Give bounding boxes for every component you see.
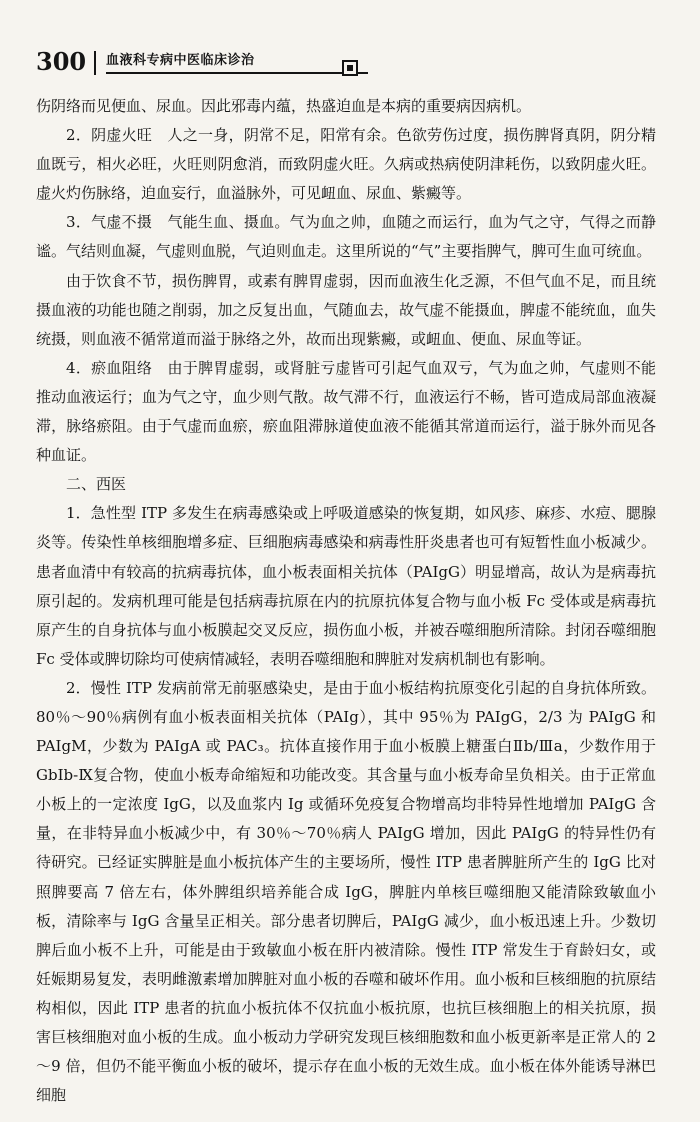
paragraph-4	[36, 267, 656, 354]
header-underline	[106, 72, 368, 74]
section-heading: 3．气虚不摄	[66, 213, 153, 232]
paragraph-2	[36, 121, 656, 208]
header-ornament-icon	[342, 60, 358, 76]
paragraph-5	[36, 354, 656, 470]
section-title-text: 二、西医	[66, 475, 127, 494]
paragraph-text: 1．急性型 ITP 多发生在病毒感染或上呼吸道感染的恢复期，如风疹、麻疹、水痘、腮腺炎等。传染性单核细胞增多症、巨细胞病毒感染和病毒性肝炎患者也可有短暂性血小板减少。患者血清中有较高的抗病毒抗体，血小板表面相关抗体（PAIgG）明显增高，故认为是病毒抗原引起的。发病机理可能是包括病毒抗原在内的抗原抗体复合物与血小板 Fc 受体或是病毒抗原产生的自身抗体与血小板膜起交叉反应，损伤血小板，并被吞噬细胞所清除。封闭吞噬细胞 Fc 受体或脾切除均可使病情减轻，表明吞噬细胞和脾脏对发病机制也有影响。	[36, 504, 656, 668]
paragraph-3	[36, 208, 656, 266]
paragraph-text: 2．慢性 ITP 发病前常无前驱感染史，是由于血小板结构抗原变化引起的自身抗体所致。80％～90％病例有血小板表面相关抗体（PAIg），其中 95％为 PAIgG，2/3 为 PAIgG 和 PAIgM，少数为 PAIgA 或 PAC₃。抗体直接作用于血小板膜上糖蛋白Ⅱb/Ⅲa，少数作用于 GbIb-Ⅸ复合物，使血小板寿命缩短和功能改变。其含量与血小板寿命呈负相关。由于正常血小板上的一定浓度 IgG，以及血浆内 Ig 或循环免疫复合物增高均非特异性地增加 PAIgG 含量，在非特异血小板减少中，有 30％～70％病人 PAIgG 增加，因此 PAIgG 的特异性仍有待研究。已经证实脾脏是血小板抗体产生的主要场所，慢性 ITP 患者脾脏所产生的 IgG 比对照脾要高 7 倍左右，体外脾组织培养能合成 IgG，脾脏内单核巨噬细胞又能清除致敏血小板，清除率与 IgG 含量呈正相关。部分患者切脾后，PAIgG 减少，血小板迅速上升。少数切脾后血小板不上升，可能是由于致敏血小板在肝内被清除。慢性 ITP 常发生于育龄妇女，或妊娠期易复发，表明雌激素增加脾脏对血小板的吞噬和破坏作用。血小板和巨核细胞的抗原结构相似，因此 ITP 患者的抗血小板抗体不仅抗血小板抗原，也抗巨核细胞上的相关抗原，损害巨核细胞对血小板的生成。血小板动力学研究发现巨核细胞数和血小板更新率是正常人的 2～9 倍，但仍不能平衡血小板的破坏，提示存在血小板的无效生成。血小板在体外能诱导淋巴细胞	[36, 678, 656, 1105]
body-text	[36, 92, 656, 1110]
paragraph-text: 气能生血、摄血。气为血之帅，血随之而运行，血为气之守，气得之而静谧。气结则血凝，气虚则血脱，气迫则血走。这里所说的“气”主要指脾气，脾可生血可统血。	[36, 213, 656, 261]
page-number: 300	[36, 47, 87, 76]
paragraph-acute-itp	[36, 499, 656, 674]
book-title: 血液科专病中医临床诊治	[106, 53, 255, 68]
header-divider	[94, 51, 96, 75]
section-heading: 4．瘀血阻络	[66, 358, 153, 377]
section-title-western-medicine	[36, 470, 656, 499]
paragraph-text: 人之一身，阴常不足，阳常有余。色欲劳伤过度，损伤脾肾真阴，阴分精血既亏，相火必旺，火旺则阴愈消，而致阴虚火旺。久病或热病使阴津耗伤，以致阴虚火旺。虚火灼伤脉络，迫血妄行，血溢脉外，可见衄血、尿血、紫癜等。	[36, 126, 656, 203]
section-heading: 2．阴虚火旺	[66, 126, 153, 145]
running-header	[36, 48, 356, 78]
paragraph-text: 由于脾胃虚弱，或肾脏亏虚皆可引起气血双亏，气为血之帅，气虚则不能推动血液运行；血为气之守，血少则气散。故气滞不行，血液运行不畅，皆可造成局部血液凝滞，脉络瘀阻。由于气虚而血瘀，瘀血阻滞脉道使血液不能循其常道而运行，溢于脉外而见各种血证。	[36, 358, 656, 465]
paragraph-chronic-itp	[36, 674, 656, 1110]
paragraph-1	[36, 92, 656, 121]
paragraph-text: 由于饮食不节，损伤脾胃，或素有脾胃虚弱，因而血液生化乏源，不但气血不足，而且统摄血液的功能也随之削弱，加之反复出血，气随血去，故气虚不能摄血，脾虚不能统血，血失统摄，则血液不循常道而溢于脉络之外，故而出现紫癜，或衄血、便血、尿血等证。	[36, 271, 656, 348]
paragraph-text: 伤阴络而见便血、尿血。因此邪毒内蕴，热盛迫血是本病的重要病因病机。	[36, 97, 532, 115]
